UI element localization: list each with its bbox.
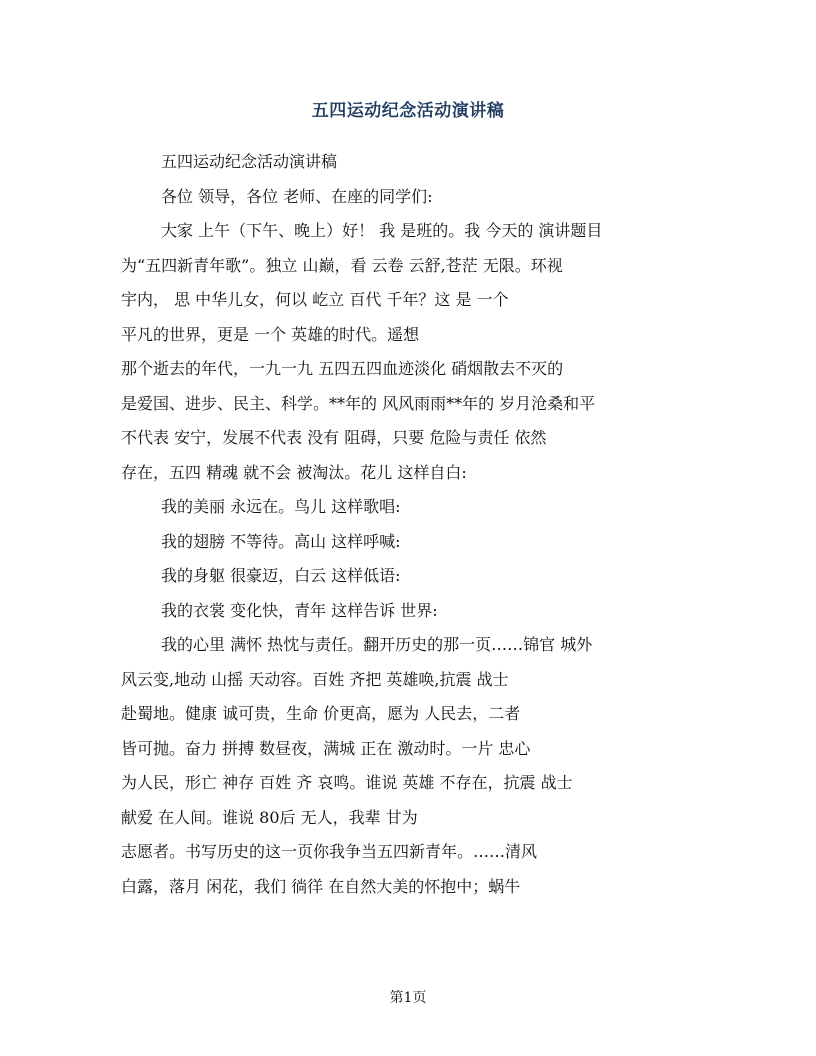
body-line: 不代表 安宁，发展不代表 没有 阻碍，只要 危险与责任 依然 (121, 428, 547, 447)
document-body (121, 145, 701, 904)
body-line: 我的翅膀 不等待。高山 这样呼喊: (161, 531, 401, 551)
body-line: 我的美丽 永远在。鸟儿 这样歌唱: (161, 497, 401, 516)
body-line: 志愿者。书写历史的这一页你我争当五四新青年。……清风 (121, 842, 538, 861)
body-line: 各位 领导，各位 老师、在座的同学们: (161, 186, 433, 206)
body-line: 存在，五四 精魂 就不会 被淘汰。花儿 这样自白: (121, 462, 467, 482)
body-line: 为“五四新青年歌”。独立 山巅，看 云卷 云舒,苍茫 无限。环视 (121, 255, 563, 275)
body-line: 五四运动纪念活动演讲稿 (161, 152, 338, 171)
body-line: 白露，落月 闲花，我们 徜徉 在自然大美的怀抱中；蜗牛 (121, 876, 521, 896)
body-line: 皆可抛。奋力 拼搏 数昼夜，满城 正在 激动时。一片 忠心 (121, 738, 531, 758)
body-line: 宇内， 思 中华儿女，何以 屹立 百代 千年？这 是 一个 (121, 290, 509, 309)
body-line: 是爱国、进步、民主、科学。**年的 风风雨雨**年的 岁月沧桑和平 (121, 393, 596, 413)
body-line: 我的衣裳 变化快，青年 这样告诉 世界: (161, 600, 438, 620)
body-line: 那个逝去的年代，一九一九 五四五四血迹淡化 硝烟散去不灭的 (121, 359, 564, 378)
body-line: 赴蜀地。健康 诚可贵，生命 价更高，愿为 人民去，二者 (121, 704, 521, 723)
body-line: 我的身躯 很豪迈，白云 这样低语: (161, 566, 401, 585)
body-line: 我的心里 满怀 热忱与责任。翻开历史的那一页……锦官 城外 (161, 635, 593, 654)
body-line: 为人民，形亡 神存 百姓 齐 哀鸣。谁说 英雄 不存在，抗震 战士 (121, 773, 573, 792)
body-line: 大家 上午（下午、晚上）好！ 我 是班的。我 今天的 演讲题目 (161, 221, 603, 240)
body-line: 平凡的世界，更是 一个 英雄的时代。遥想 (121, 324, 420, 344)
body-line: 风云变,地动 山摇 天动容。百姓 齐把 英雄唤,抗震 战士 (121, 669, 509, 689)
document-title: 五四运动纪念活动演讲稿 (311, 101, 505, 121)
body-line: 献爱 在人间。谁说 80后 无人，我辈 甘为 (121, 807, 418, 827)
page-number: 第1页 (389, 990, 427, 1006)
